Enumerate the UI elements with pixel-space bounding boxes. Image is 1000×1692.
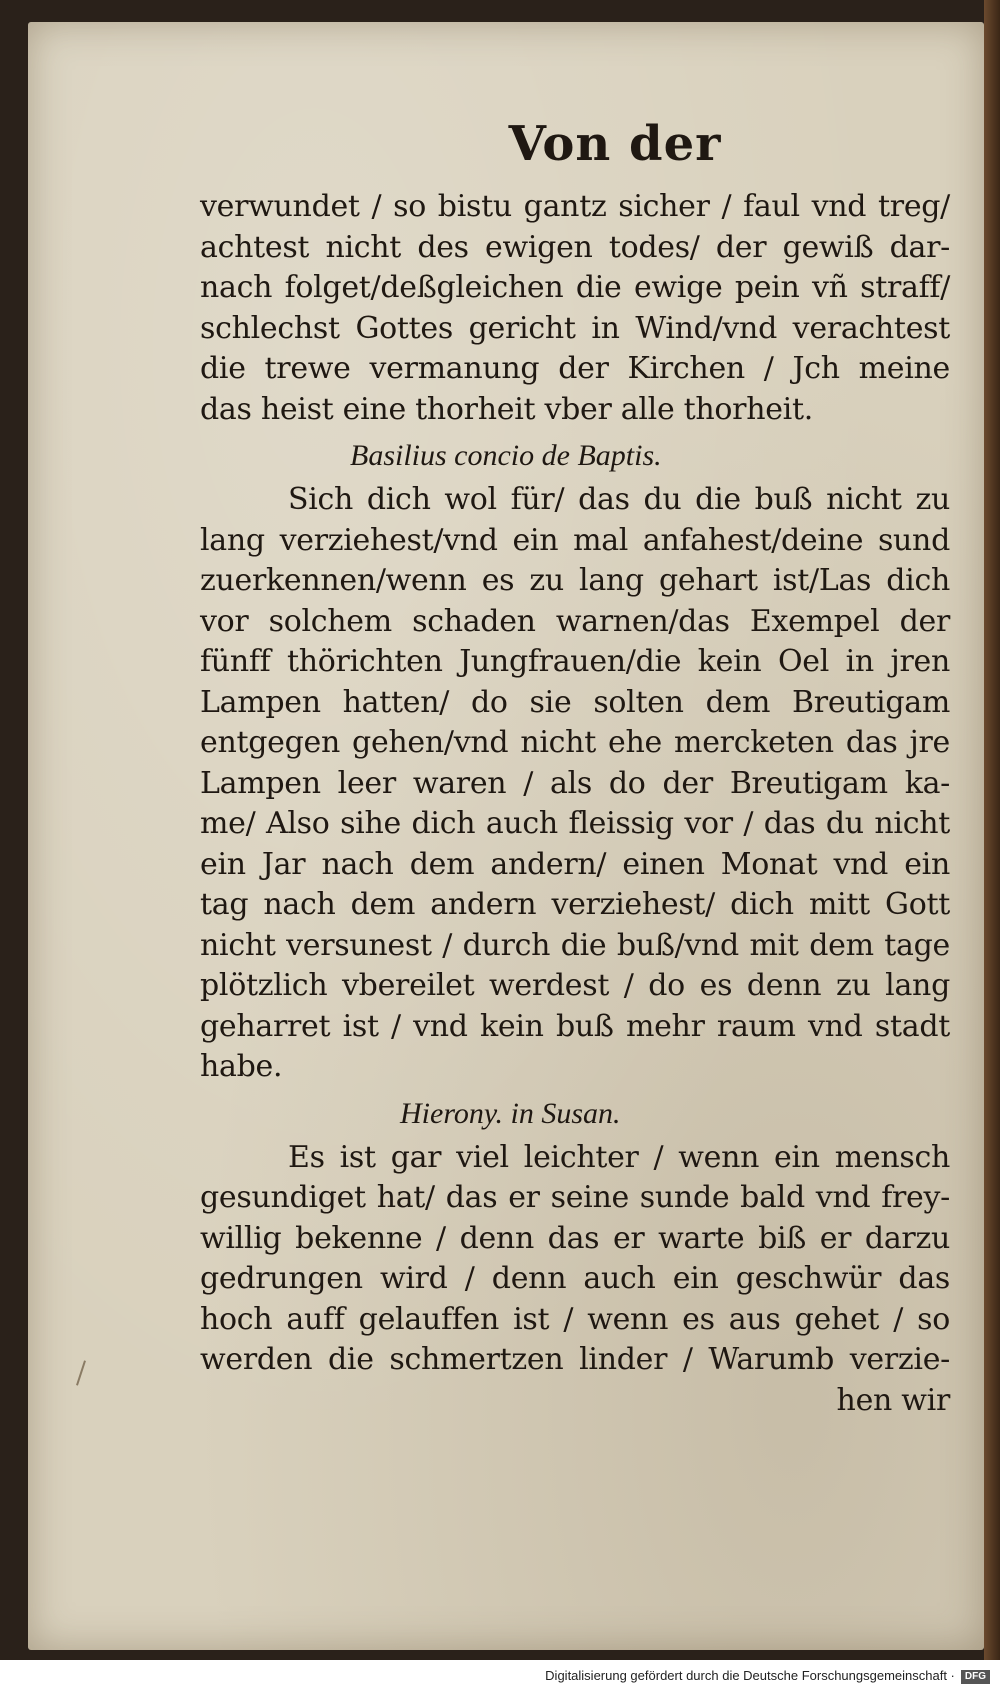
credit-text: Digitalisierung gefördert durch die Deutsche Forschungsgemeinschaft · <box>545 1668 955 1683</box>
text-line: me/ Also sihe dich auch fleissig vor / das du nicht <box>200 806 950 841</box>
text-line: entgegen gehen/vnd nicht ehe mercketen das jre <box>200 725 950 760</box>
text-line: tag nach dem andern verziehest/ dich mitt Gott <box>200 887 950 922</box>
paragraph-3 <box>200 1138 950 1422</box>
text-line: achtest nicht des ewigen todes/ der gewiß dar- <box>200 229 950 265</box>
text-line: Es ist gar viel leichter / wenn ein mensch <box>288 1139 950 1175</box>
section-heading: Basilius concio de Baptis. <box>350 439 662 472</box>
paragraph-2 <box>200 480 950 1088</box>
stray-mark <box>76 1360 86 1385</box>
running-head: Von der <box>508 116 722 172</box>
text-line: nach folget/deßgleichen die ewige pein vñ straff/ <box>200 270 950 305</box>
catchword: hen wir <box>836 1382 950 1418</box>
text-line: verwundet / so bistu gantz sicher / faul vnd treg/ <box>200 189 950 224</box>
text-line: das heist eine thorheit vber alle thorheit. <box>200 391 813 427</box>
text-line: fünff thörichten Jungfrauen/die kein Oel in jren <box>200 644 950 679</box>
text-line: gesundiget hat/ das er seine sunde bald vnd frey- <box>200 1180 950 1215</box>
text-line: ein Jar nach dem andern/ einen Monat vnd ein <box>200 846 950 882</box>
text-line: vor solchem schaden warnen/das Exempel der <box>200 603 950 639</box>
paragraph-1 <box>200 187 950 430</box>
text-line: habe. <box>200 1049 283 1084</box>
text-line: schlechst Gottes gericht in Wind/vnd verachtest <box>200 310 950 346</box>
text-line: geharret ist / vnd kein buß mehr raum vnd stadt <box>200 1008 950 1044</box>
text-line: Sich dich wol für/ das du die buß nicht zu <box>288 482 950 517</box>
text-line: Lampen leer waren / als do der Breutigam ka- <box>200 765 950 801</box>
digitization-credit <box>545 1668 990 1684</box>
text-line: gedrungen wird / denn auch ein geschwür das <box>200 1261 950 1296</box>
text-line: willig bekenne / denn das er warte biß er darzu <box>200 1220 950 1256</box>
text-line: werden die schmertzen linder / Warumb verzie- <box>200 1342 950 1377</box>
text-line: lang verziehest/vnd ein mal anfahest/deine sund <box>200 522 950 558</box>
text-line: Lampen hatten/ do sie solten dem Breutigam <box>200 684 950 720</box>
dfg-logo: DFG <box>961 1670 990 1684</box>
text-line: hoch auff gelauffen ist / wenn es aus gehet / so <box>200 1301 950 1337</box>
text-line: plötzlich vbereilet werdest / do es denn zu lang <box>200 968 950 1003</box>
section-heading: Hierony. in Susan. <box>400 1096 621 1130</box>
text-line: nicht versunest / durch die buß/vnd mit dem tage <box>200 927 950 963</box>
text-line: die trewe vermanung der Kirchen / Jch meine <box>200 351 950 386</box>
text-line: zuerkennen/wenn es zu lang gehart ist/Las dich <box>200 563 950 598</box>
book-edge <box>984 0 1000 1660</box>
text-block <box>200 115 950 1421</box>
